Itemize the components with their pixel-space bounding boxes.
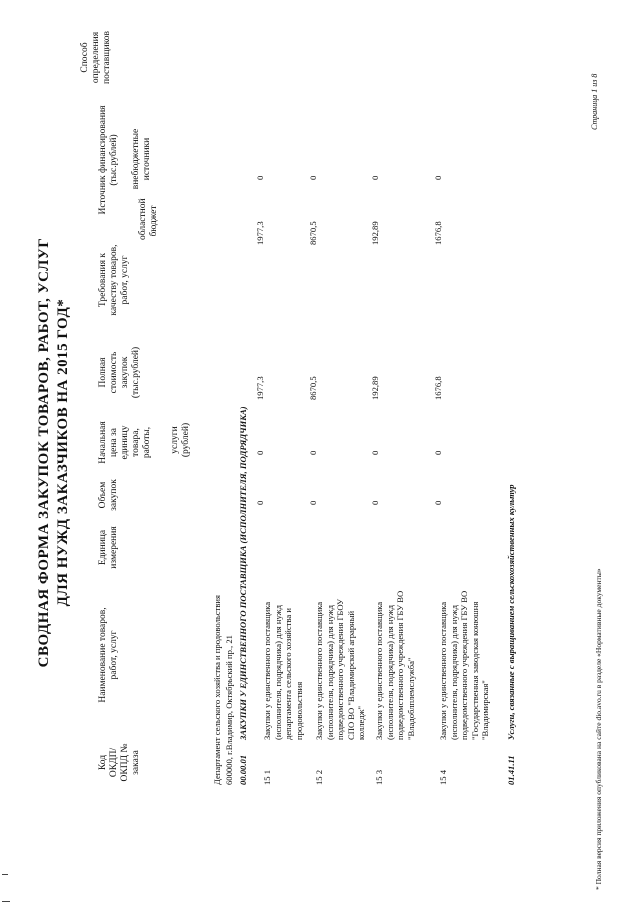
row-number: 15 2 xyxy=(314,769,324,785)
row-regional: 8670,5 xyxy=(308,221,318,245)
row-price: 0 xyxy=(370,450,380,455)
row-extra: 0 xyxy=(255,175,265,180)
row-regional: 192,89 xyxy=(370,221,380,245)
row-extra: 0 xyxy=(433,175,443,180)
row-volume: 0 xyxy=(255,500,265,505)
title-line-1: СВОДНАЯ ФОРМА ЗАКУПОК ТОВАРОВ, РАБОТ, УСЛУГ xyxy=(36,237,52,668)
row-number: 15 1 xyxy=(262,769,272,785)
section1-code: 00.00.01 xyxy=(238,754,248,785)
scan-mark xyxy=(2,874,8,875)
row-description: Закупки у единственного поставщика (исполнителя, подрядчика) для нужд подведомственного учреждения ГБУ ВО "Государственная заводская конюшня "Владимирская" xyxy=(438,590,490,740)
section2-code: 01.41.11 xyxy=(506,755,516,785)
row-price: 0 xyxy=(433,450,443,455)
header-unit: Единица измерения xyxy=(98,526,119,569)
header-method: Способ определения поставщиков xyxy=(80,30,112,85)
scan-mark xyxy=(2,901,10,902)
row-extra: 0 xyxy=(308,175,318,180)
row-total: 1676,8 xyxy=(433,376,443,400)
row-total: 8670,5 xyxy=(308,376,318,400)
header-src-extra: внебюджетные источники xyxy=(131,128,152,190)
page-label: Страница 1 из 8 xyxy=(590,73,599,130)
section1-title: ЗАКУПКИ У ЕДИНСТВЕННОГО ПОСТАВЩИКА (ИСПОЛНИТЕЛЯ, ПОДРЯДЧИКА) xyxy=(238,406,248,740)
row-description: Закупки у единственного поставщика (исполнителя, подрядчика) для нужд подведомственного учреждения ГБОУ СПО ВО "Владимирский аграрный колледж" xyxy=(314,598,366,740)
row-number: 15 3 xyxy=(374,769,384,785)
header-sources: Источник финансирования (тыс.рублей) xyxy=(98,105,119,215)
row-volume: 0 xyxy=(370,500,380,505)
footnote: * Полная версия приложения опубликована на сайте dio.avo.ru в разделе «Нормативные документы» xyxy=(594,568,603,890)
header-src-regional: областной бюджет xyxy=(138,198,159,240)
row-description: Закупки у единственного поставщика (исполнителя, подрядчика) для нужд подведомственного учреждения ГБУ ВО "Владоблплемслужба" xyxy=(374,590,416,740)
header-name: Наименование товаров, работ, услуг xyxy=(98,607,119,703)
row-total: 1977,3 xyxy=(255,376,265,400)
row-regional: 1977,3 xyxy=(255,221,265,245)
header-code: Код ОКДП/ ОКПД № заказа xyxy=(98,743,141,782)
header-quality: Требования к качеству товаров, работ, услуг xyxy=(98,244,130,316)
header-volume: Объем закупок xyxy=(98,479,119,511)
title-line-2: ДЛЯ НУЖД ЗАКАЗЧИКОВ НА 2015 ГОД* xyxy=(55,298,71,607)
row-description: Закупки у единственного поставщика (исполнителя, подрядчика) для нужд департамента сельского хозяйства и продовольствия xyxy=(262,601,304,740)
customer-address: 600000, г.Владимир, Октябрьский пр., 21 xyxy=(224,635,234,785)
customer-name: Департамент сельского хозяйства и продовольствия xyxy=(212,595,222,785)
section2-title: Услуги, связанные с выращиванием сельскохозяйственных культур xyxy=(506,484,516,740)
row-extra: 0 xyxy=(370,175,380,180)
row-volume: 0 xyxy=(433,500,443,505)
row-volume: 0 xyxy=(308,500,318,505)
row-price: 0 xyxy=(255,450,265,455)
header-price: Начальная цена за единицу товара, работы, xyxy=(98,421,152,464)
header-total: Полная стоимость закупок (тыс.рублей) xyxy=(98,346,141,399)
row-number: 15 4 xyxy=(438,769,448,785)
header-price-sub: услуги (рублей) xyxy=(170,422,191,458)
row-total: 192,89 xyxy=(370,376,380,400)
row-price: 0 xyxy=(308,450,318,455)
row-regional: 1676,8 xyxy=(433,221,443,245)
